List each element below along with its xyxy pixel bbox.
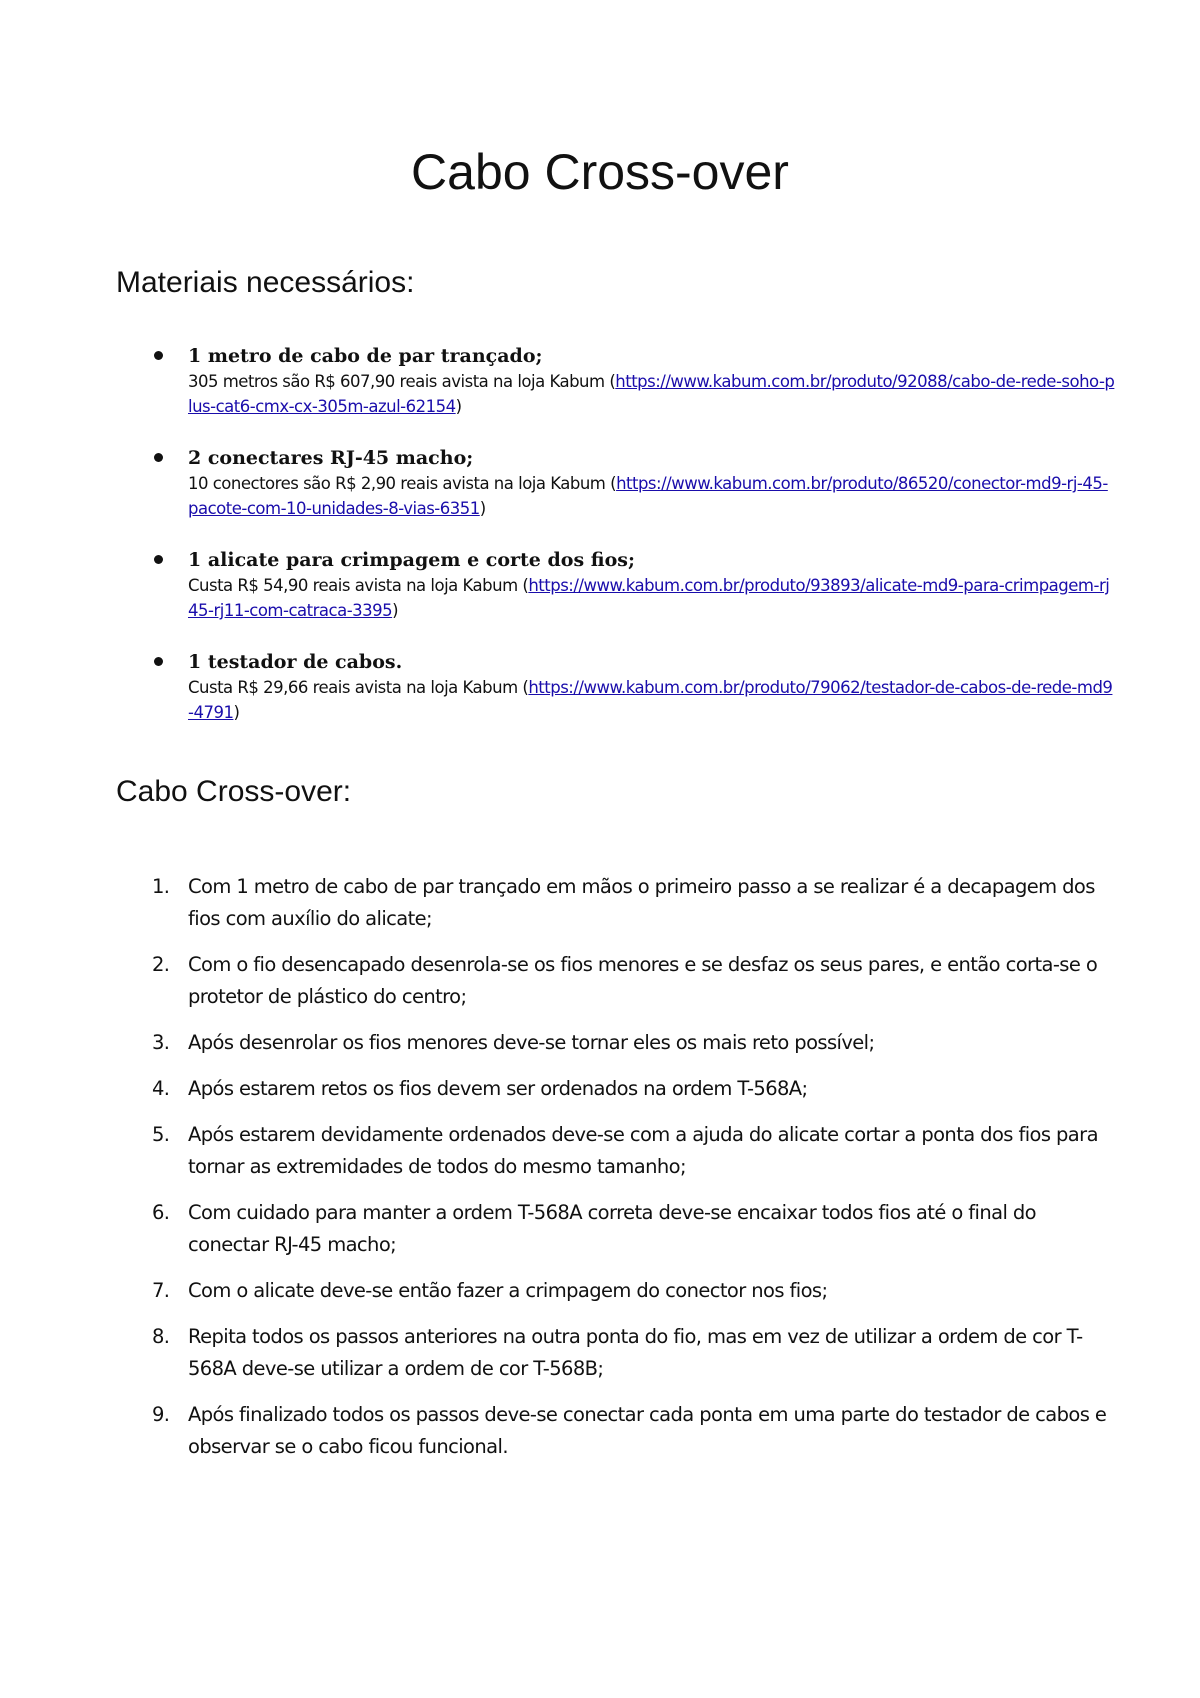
closing-paren: ) — [479, 499, 486, 518]
step-item — [116, 1119, 1116, 1183]
bullet-icon — [154, 453, 163, 462]
step-number: 6. — [152, 1201, 170, 1224]
step-item — [116, 1073, 1116, 1105]
bullet-icon — [154, 555, 163, 564]
step-text: Com o fio desencapado desenrola-se os fios menores e se desfaz os seus pares, e então corta-se o protetor de plástico do centro; — [188, 953, 1098, 1008]
step-number: 4. — [152, 1077, 170, 1100]
step-number: 3. — [152, 1031, 170, 1054]
step-item — [116, 1321, 1116, 1385]
step-number: 1. — [152, 875, 170, 898]
page-title: Cabo Cross-over — [411, 144, 789, 200]
closing-paren: ) — [455, 397, 462, 416]
material-name: 1 alicate para crimpagem e corte dos fios; — [188, 549, 635, 571]
material-link[interactable]: https://www.kabum.com.br/produto/86520/conector-md9-rj-45-pacote-com-10-unidades-8-vias-6351 — [188, 474, 1108, 518]
closing-paren: ) — [392, 601, 399, 620]
material-price-text: 305 metros são R$ 607,90 reais avista na loja Kabum ( — [188, 372, 616, 391]
step-number: 9. — [152, 1403, 170, 1426]
material-link[interactable]: https://www.kabum.com.br/produto/79062/testador-de-cabos-de-rede-md9-4791 — [188, 678, 1113, 722]
step-number: 2. — [152, 953, 170, 976]
cable-heading: Cabo Cross-over: — [116, 775, 352, 808]
step-text: Repita todos os passos anteriores na outra ponta do fio, mas em vez de utilizar a ordem de cor T-568A deve-se utilizar a ordem de cor T-568B; — [188, 1325, 1083, 1380]
material-price-text: 10 conectores são R$ 2,90 reais avista na loja Kabum ( — [188, 474, 617, 493]
material-name: 2 conectares RJ-45 macho; — [188, 447, 474, 469]
step-item — [116, 1399, 1116, 1463]
step-number: 5. — [152, 1123, 170, 1146]
step-text: Com 1 metro de cabo de par trançado em mãos o primeiro passo a se realizar é a decapagem dos fios com auxílio do alicate; — [188, 875, 1095, 930]
materials-heading: Materiais necessários: — [116, 266, 415, 299]
step-item — [116, 949, 1116, 1013]
material-price-text: Custa R$ 54,90 reais avista na loja Kabum ( — [188, 576, 529, 595]
materials-list — [116, 343, 1116, 751]
step-text: Com o alicate deve-se então fazer a crimpagem do conector nos fios; — [188, 1279, 828, 1302]
step-item — [116, 871, 1116, 935]
material-name: 1 testador de cabos. — [188, 651, 403, 673]
list-item — [116, 343, 1116, 419]
step-item — [116, 1197, 1116, 1261]
step-item — [116, 1275, 1116, 1307]
list-item — [116, 445, 1116, 521]
step-text: Com cuidado para manter a ordem T-568A correta deve-se encaixar todos fios até o final do conectar RJ-45 macho; — [188, 1201, 1036, 1256]
step-text: Após finalizado todos os passos deve-se conectar cada ponta em uma parte do testador de cabos e observar se o cabo ficou funcional. — [188, 1403, 1107, 1458]
material-price-text: Custa R$ 29,66 reais avista na loja Kabum ( — [188, 678, 529, 697]
material-description — [188, 675, 1116, 725]
step-text: Após desenrolar os fios menores deve-se tornar eles os mais reto possível; — [188, 1031, 875, 1054]
step-number: 8. — [152, 1325, 170, 1348]
list-item — [116, 547, 1116, 623]
closing-paren: ) — [233, 703, 240, 722]
step-item — [116, 1027, 1116, 1059]
bullet-icon — [154, 657, 163, 666]
material-name: 1 metro de cabo de par trançado; — [188, 345, 543, 367]
step-text: Após estarem retos os fios devem ser ordenados na ordem T-568A; — [188, 1077, 808, 1100]
material-description — [188, 369, 1116, 419]
material-link[interactable]: https://www.kabum.com.br/produto/92088/cabo-de-rede-soho-plus-cat6-cmx-cx-305m-azul-62154 — [188, 372, 1115, 416]
material-description — [188, 573, 1116, 623]
list-item — [116, 649, 1116, 725]
step-text: Após estarem devidamente ordenados deve-se com a ajuda do alicate cortar a ponta dos fios para tornar as extremidades de todos do mesmo tamanho; — [188, 1123, 1098, 1178]
steps-list — [116, 871, 1116, 1477]
material-link[interactable]: https://www.kabum.com.br/produto/93893/alicate-md9-para-crimpagem-rj45-rj11-com-catraca-3395 — [188, 576, 1110, 620]
step-number: 7. — [152, 1279, 170, 1302]
material-description — [188, 471, 1116, 521]
bullet-icon — [154, 351, 163, 360]
